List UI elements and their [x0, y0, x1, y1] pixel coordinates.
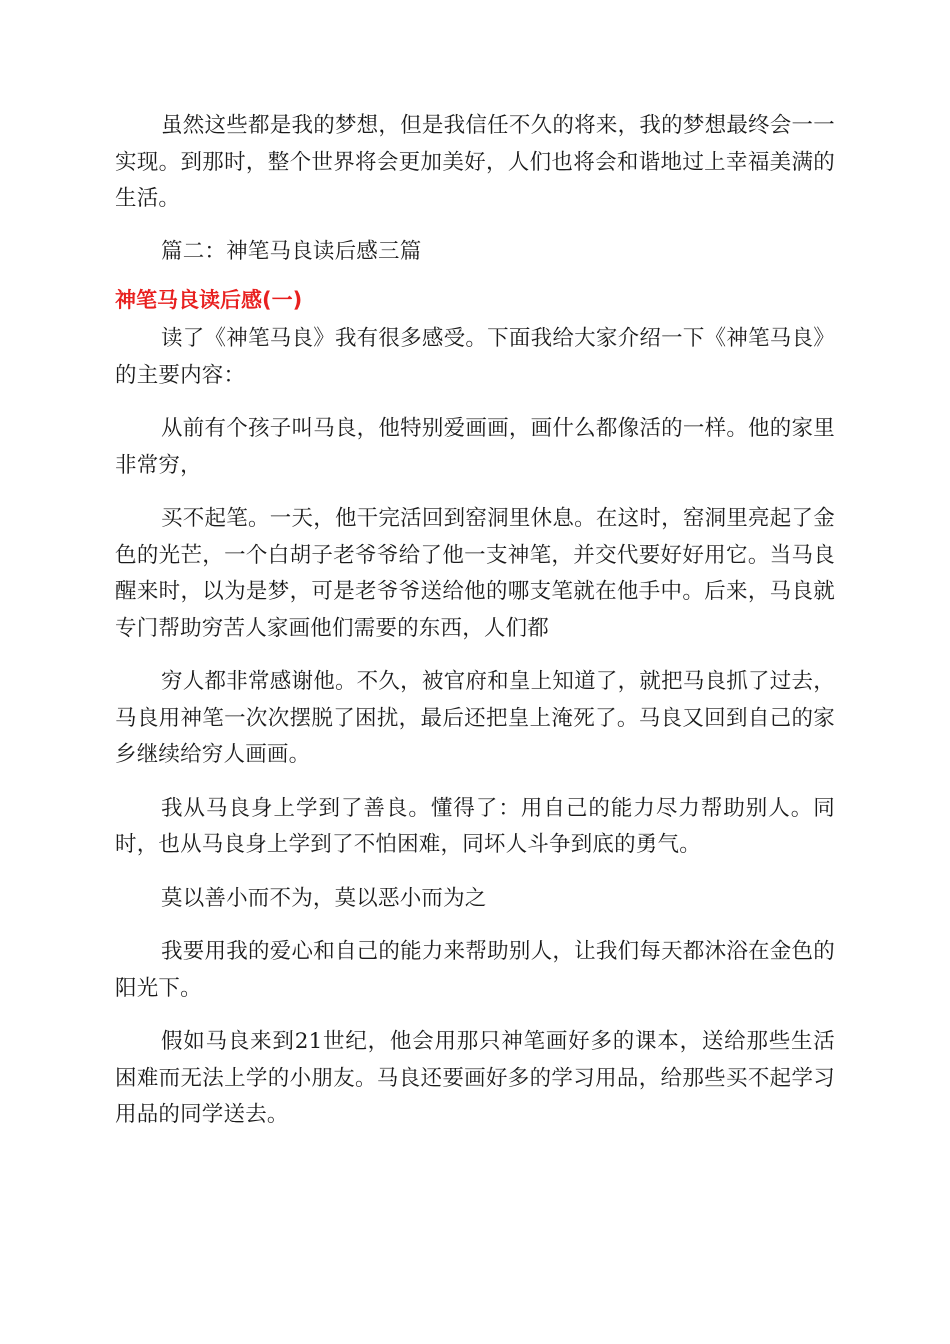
document-page [115, 108, 835, 1134]
paragraph-proverb: 莫以善小而不为，莫以恶小而为之 [161, 885, 487, 911]
section-title-part-two: 篇二：神笔马良读后感三篇 [161, 238, 422, 264]
article-heading: 神笔马良读后感(一) [115, 288, 303, 312]
paragraph-intro: 读了《神笔马良》我有很多感受。下面我给大家介绍一下《神笔马良》的主要内容： [115, 326, 835, 388]
paragraph-lesson: 我从马良身上学到了善良。懂得了：用自己的能力尽力帮助别人。同时，也从马良身上学到了不怕困难，同坏人斗争到底的勇气。 [115, 795, 835, 857]
paragraph-21st-century: 假如马良来到21世纪，他会用那只神笔画好多的课本，送给那些生活困难而无法上学的小朋友。马良还要画好多的学习用品，给那些买不起学习用品的同学送去。 [115, 1029, 835, 1127]
paragraph-magic-brush: 买不起笔。一天，他干完活回到窑洞里休息。在这时，窑洞里亮起了金色的光芒，一个白胡子老爷爷给了他一支神笔，并交代要好好用它。当马良醒来时，以为是梦，可是老爷爷送给他的哪支笔就在他手中。后来，马良就专门帮助穷苦人家画他们需要的东西，人们都 [115, 506, 835, 641]
paragraph-maliang-poor: 从前有个孩子叫马良，他特别爱画画，画什么都像活的一样。他的家里非常穷， [115, 416, 835, 478]
paragraph-dream-conclusion: 虽然这些都是我的梦想，但是我信任不久的将来，我的梦想最终会一一实现。到那时，整个世界将会更加美好，人们也将会和谐地过上幸福美满的生活。 [115, 113, 835, 211]
paragraph-help-others: 我要用我的爱心和自己的能力来帮助别人，让我们每天都沐浴在金色的阳光下。 [115, 939, 835, 1001]
paragraph-emperor: 穷人都非常感谢他。不久，被官府和皇上知道了，就把马良抓了过去，马良用神笔一次次摆脱了困扰，最后还把皇上淹死了。马良又回到自己的家乡继续给穷人画画。 [115, 669, 835, 767]
